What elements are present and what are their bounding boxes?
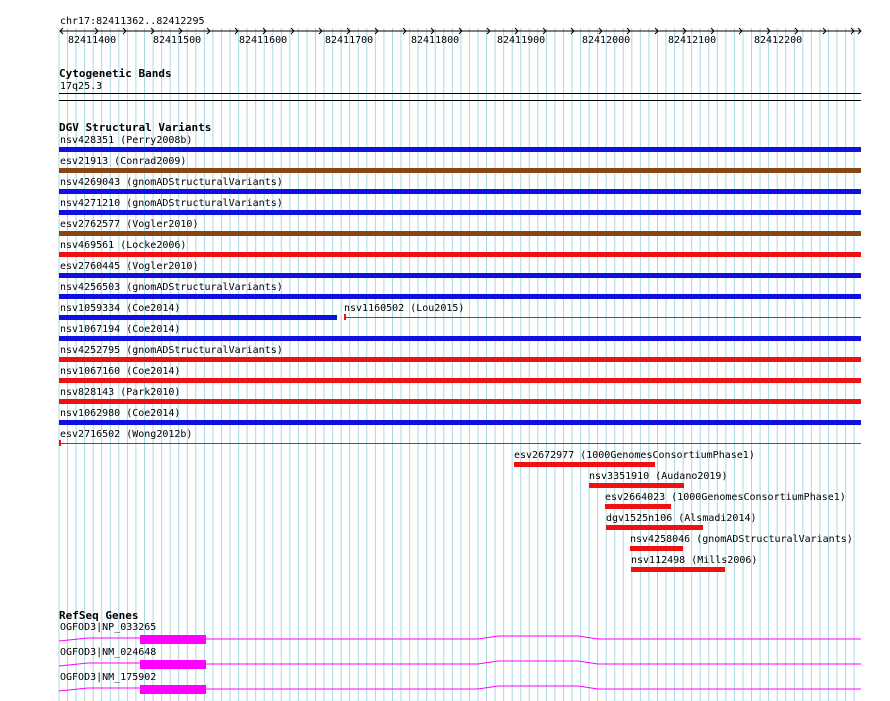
dgv-feature-label[interactable]: nsv1160502 (Lou2015)	[344, 303, 465, 314]
ruler-tick-label: 82411600	[239, 35, 288, 46]
refseq-gene-model[interactable]	[58, 633, 862, 647]
dgv-feature-label[interactable]: nsv469561 (Locke2006)	[60, 240, 187, 251]
ruler-tick-label: 82411900	[497, 35, 546, 46]
ruler-tick-label: 82411500	[153, 35, 202, 46]
dgv-feature-label[interactable]: esv2760445 (Vogler2010)	[60, 261, 199, 272]
dgv-feature-bar[interactable]	[59, 294, 861, 299]
dgv-feature-bar[interactable]	[631, 567, 725, 572]
dgv-feature-label[interactable]: esv2762577 (Vogler2010)	[60, 219, 199, 230]
dgv-feature-label[interactable]: nsv1067160 (Coe2014)	[60, 366, 181, 377]
dgv-feature-bar[interactable]	[59, 443, 861, 444]
dgv-feature-bar[interactable]	[59, 252, 861, 257]
cytoband-rule-bottom	[59, 100, 861, 101]
dgv-feature-bar[interactable]	[589, 483, 684, 488]
ruler-tick-label: 82411700	[325, 35, 374, 46]
dgv-feature-bar[interactable]	[59, 399, 861, 404]
dgv-feature-bar[interactable]	[606, 525, 703, 530]
ruler-tick-label: 82412100	[668, 35, 717, 46]
dgv-feature-label[interactable]: nsv4252795 (gnomADStructuralVariants)	[60, 345, 283, 356]
dgv-feature-label[interactable]: nsv4256503 (gnomADStructuralVariants)	[60, 282, 283, 293]
ruler-tick-label: 82411800	[411, 35, 460, 46]
cytoband-track-title: Cytogenetic Bands	[59, 67, 172, 80]
dgv-track-title: DGV Structural Variants	[59, 121, 212, 134]
dgv-feature-label[interactable]: esv2664023 (1000GenomesConsortiumPhase1)	[605, 492, 846, 503]
refseq-gene-model[interactable]	[58, 658, 862, 672]
dgv-feature-label[interactable]: esv2672977 (1000GenomesConsortiumPhase1)	[514, 450, 755, 461]
dgv-feature-bar[interactable]	[59, 231, 861, 236]
dgv-feature-bar[interactable]	[59, 420, 861, 425]
dgv-feature-label[interactable]: nsv112498 (Mills2006)	[631, 555, 758, 566]
dgv-feature-bar[interactable]	[59, 273, 861, 278]
dgv-feature-bar[interactable]	[59, 147, 861, 152]
dgv-feature-bar[interactable]	[59, 168, 861, 173]
cytoband-label: 17q25.3	[60, 81, 103, 92]
dgv-feature-label[interactable]: nsv1062980 (Coe2014)	[60, 408, 181, 419]
refseq-gene-model[interactable]	[58, 683, 862, 697]
dgv-feature-bar[interactable]	[59, 378, 861, 383]
refseq-track-title: RefSeq Genes	[59, 609, 139, 622]
dgv-feature-tick	[59, 440, 61, 446]
dgv-feature-bar[interactable]	[344, 317, 861, 318]
dgv-feature-label[interactable]: nsv828143 (Park2010)	[60, 387, 181, 398]
dgv-feature-bar[interactable]	[605, 504, 671, 509]
ruler-tick-label: 82412200	[754, 35, 803, 46]
dgv-feature-label[interactable]: esv2716502 (Wong2012b)	[60, 429, 193, 440]
dgv-feature-bar[interactable]	[59, 315, 337, 320]
ruler-tick-label: 82411400	[68, 35, 117, 46]
dgv-feature-label[interactable]: nsv428351 (Perry2008b)	[60, 135, 193, 146]
dgv-feature-bar[interactable]	[59, 336, 861, 341]
refseq-gene-label[interactable]: OGFOD3|NM_024648	[60, 647, 157, 658]
dgv-feature-label[interactable]: nsv4269043 (gnomADStructuralVariants)	[60, 177, 283, 188]
dgv-feature-label[interactable]: dgv1525n106 (Alsmadi2014)	[606, 513, 757, 524]
refseq-gene-label[interactable]: OGFOD3|NM_175902	[60, 672, 157, 683]
dgv-feature-tick	[344, 314, 346, 320]
dgv-feature-label[interactable]: nsv4271210 (gnomADStructuralVariants)	[60, 198, 283, 209]
dgv-feature-label[interactable]: nsv3351910 (Audano2019)	[589, 471, 728, 482]
location-label: chr17:82411362..82412295	[60, 16, 205, 27]
dgv-feature-bar[interactable]	[59, 357, 861, 362]
dgv-feature-label[interactable]: nsv1067194 (Coe2014)	[60, 324, 181, 335]
dgv-feature-label[interactable]: nsv4258046 (gnomADStructuralVariants)	[630, 534, 853, 545]
dgv-feature-bar[interactable]	[514, 462, 655, 467]
ruler-tick-label: 82412000	[582, 35, 631, 46]
dgv-feature-bar[interactable]	[59, 189, 861, 194]
dgv-feature-bar[interactable]	[630, 546, 683, 551]
dgv-feature-label[interactable]: nsv1059334 (Coe2014)	[60, 303, 181, 314]
refseq-gene-label[interactable]: OGFOD3|NP_033265	[60, 622, 157, 633]
dgv-feature-label[interactable]: esv21913 (Conrad2009)	[60, 156, 187, 167]
cytoband-rule-top	[59, 93, 861, 94]
dgv-feature-bar[interactable]	[59, 210, 861, 215]
